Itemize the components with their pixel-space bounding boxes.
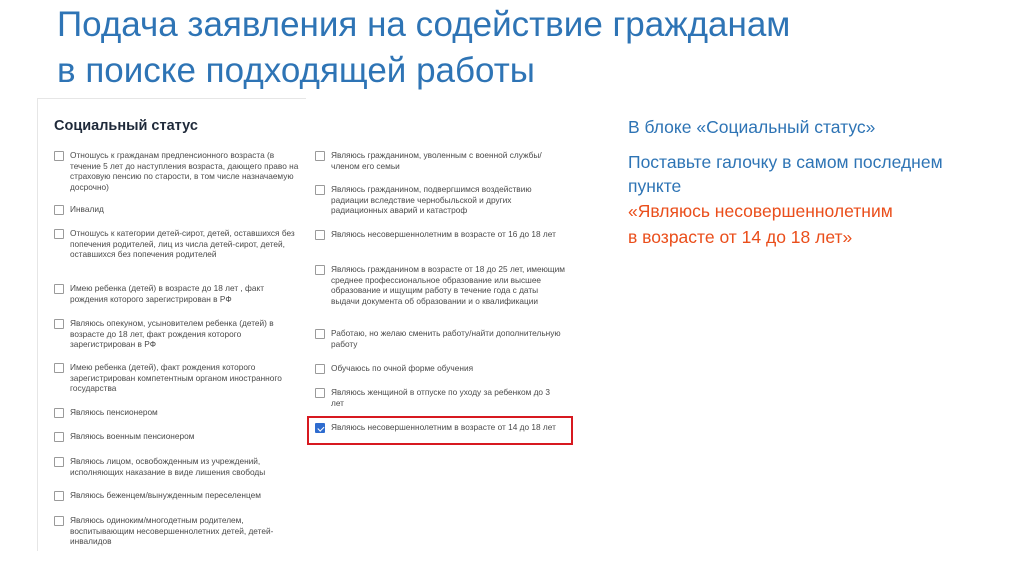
checkbox-icon[interactable]: [54, 432, 64, 442]
checkbox-icon[interactable]: [315, 329, 325, 339]
instruction-check-last-line-2: пункте: [628, 176, 682, 196]
checkbox-icon[interactable]: [315, 151, 325, 161]
option-released-prisoner[interactable]: [54, 456, 299, 477]
option-label: Являюсь гражданином в возрасте от 18 до 25 лет, имеющим среднее профессиональное образование или высшее образование и ищущим работу в течение года с даты выдачи документа об образовании и о квалификации: [331, 264, 565, 306]
option-child-foreign[interactable]: [54, 362, 299, 394]
option-label: Являюсь гражданином, уволенным с военной службы/членом его семьи: [331, 150, 542, 171]
option-label: Работаю, но желаю сменить работу/найти дополнительную работу: [331, 328, 561, 349]
instruction-check-last-line-1: Поставьте галочку в самом последнем: [628, 152, 943, 172]
option-disabled[interactable]: [54, 204, 299, 215]
option-graduate-18-25[interactable]: [315, 264, 565, 306]
checkbox-icon[interactable]: [54, 408, 64, 418]
checkbox-icon[interactable]: [54, 205, 64, 215]
checkbox-icon[interactable]: [54, 229, 64, 239]
option-label: Являюсь военным пенсионером: [70, 431, 195, 441]
option-ex-military[interactable]: [315, 150, 565, 171]
option-maternity-leave[interactable]: [315, 387, 565, 408]
option-guardian[interactable]: [54, 318, 299, 350]
option-military-pensioner[interactable]: [54, 431, 299, 442]
option-label: Имею ребенка (детей) в возрасте до 18 лет , факт рождения которого зарегистрирован в РФ: [70, 283, 265, 304]
checkbox-icon[interactable]: [54, 363, 64, 373]
checkbox-icon[interactable]: [315, 364, 325, 374]
slide-title-line-1: Подача заявления на содействие гражданам: [57, 5, 791, 44]
option-radiation[interactable]: [315, 184, 565, 216]
option-child-under-18[interactable]: [54, 283, 299, 304]
option-label: Отношусь к категории детей-сирот, детей, оставшихся без попечения родителей, лиц из числа детей-сирот, детей, оставшихся без попечения родителей: [70, 228, 295, 259]
option-pre-pension[interactable]: [54, 150, 299, 192]
instruction-option-quote-line-1: «Являюсь несовершеннолетним: [628, 201, 893, 221]
checkbox-icon[interactable]: [315, 230, 325, 240]
checkbox-icon[interactable]: [54, 151, 64, 161]
checkbox-icon[interactable]: [54, 516, 64, 526]
highlight-frame: [307, 416, 573, 445]
option-label: Являюсь несовершеннолетним в возрасте от 16 до 18 лет: [331, 229, 556, 239]
social-status-heading: Социальный статус: [54, 118, 198, 134]
checkbox-icon[interactable]: [54, 491, 64, 501]
option-label: Являюсь опекуном, усыновителем ребенка (детей) в возрасте до 18 лет, факт рождения которого зарегистрирован в РФ: [70, 318, 274, 349]
option-change-job[interactable]: [315, 328, 565, 349]
option-label: Являюсь женщиной в отпуске по уходу за ребенком до 3 лет: [331, 387, 550, 408]
option-label: Обучаюсь по очной форме обучения: [331, 363, 474, 373]
checkbox-icon[interactable]: [315, 388, 325, 398]
option-label: Являюсь пенсионером: [70, 407, 158, 417]
option-full-time-student[interactable]: [315, 363, 565, 374]
checkbox-icon[interactable]: [54, 284, 64, 294]
option-single-parent[interactable]: [54, 515, 299, 547]
option-label: Имею ребенка (детей), факт рождения которого зарегистрирован компетентным органом иностранного государства: [70, 362, 282, 393]
checkbox-icon[interactable]: [54, 457, 64, 467]
slide-title-line-2: в поиске подходящей работы: [57, 51, 535, 90]
option-label: Отношусь к гражданам предпенсионного возраста (в течение 5 лет до наступления возраста, дающего право на страховую пенсию по старости, в том числе назначаемую досрочно): [70, 150, 299, 192]
instruction-block-social-status: В блоке «Социальный статус»: [628, 117, 876, 137]
option-refugee[interactable]: [54, 490, 299, 501]
slide-title: [57, 2, 790, 94]
option-label: Являюсь несовершеннолетним в возрасте от 14 до 18 лет: [331, 422, 556, 432]
option-minor-16-18[interactable]: [315, 229, 565, 240]
instruction-option-quote-line-2: в возрасте от 14 до 18 лет»: [628, 227, 853, 247]
option-orphans[interactable]: [54, 228, 299, 260]
option-label: Являюсь лицом, освобожденным из учреждений, исполняющих наказание в виде лишения свободы: [70, 456, 266, 477]
option-label: Являюсь беженцем/вынужденным переселенцем: [70, 490, 261, 500]
checkbox-icon[interactable]: [315, 265, 325, 275]
option-label: Являюсь одиноким/многодетным родителем, воспитывающим несовершеннолетних детей, детей-инвалидов: [70, 515, 274, 546]
option-pensioner[interactable]: [54, 407, 299, 418]
checkbox-icon[interactable]: [54, 319, 64, 329]
option-label: Инвалид: [70, 204, 104, 214]
option-label: Являюсь гражданином, подвергшимся воздействию радиации вследствие чернобыльской и других радиационных аварий и катастроф: [331, 184, 532, 215]
checkbox-icon[interactable]: [315, 185, 325, 195]
